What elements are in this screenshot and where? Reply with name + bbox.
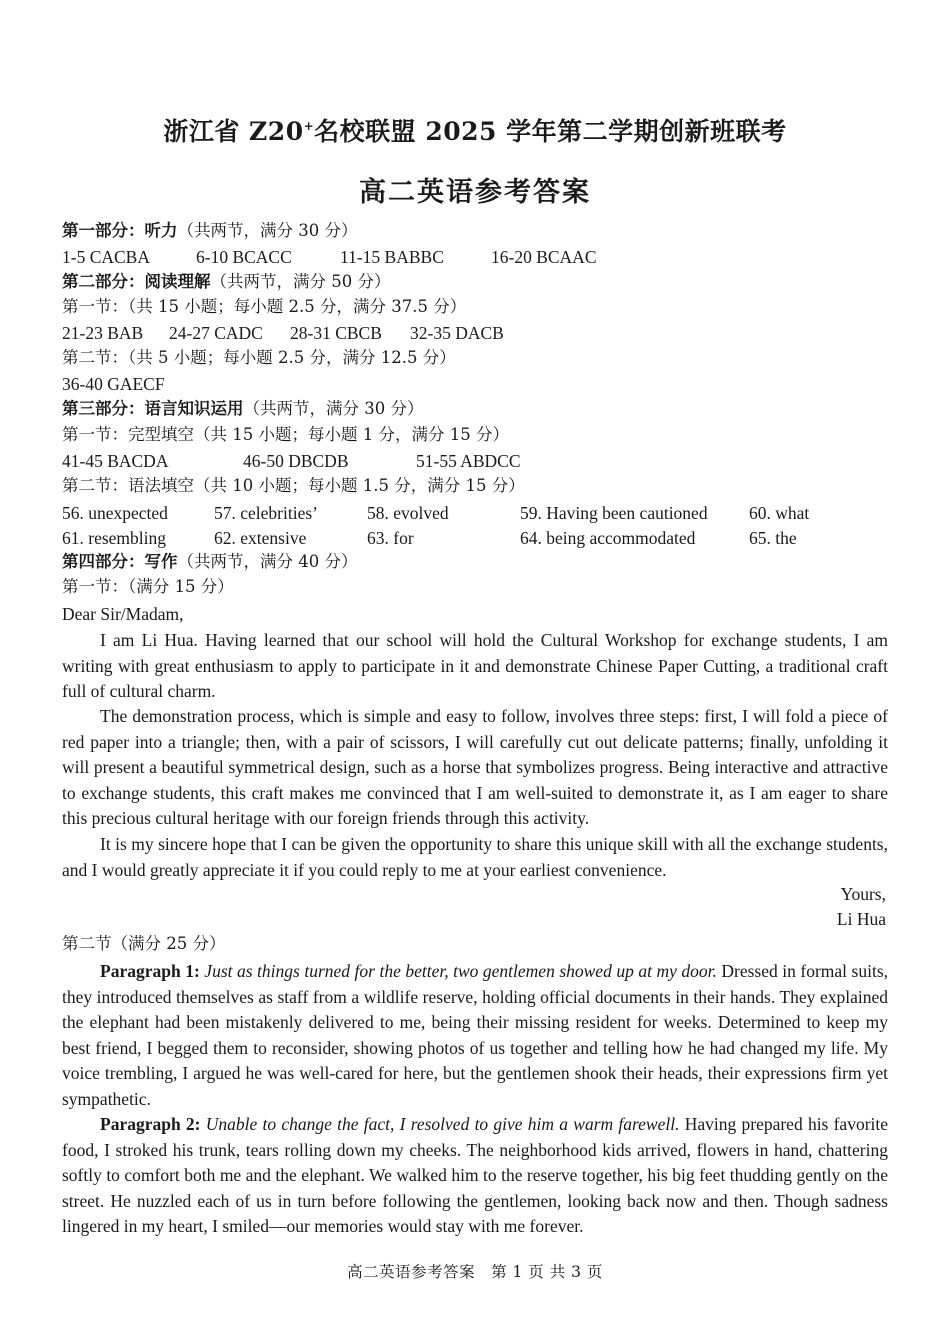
answer-group: 51-55 ABDCC (416, 451, 521, 471)
grammar-answer: 61. resembling (62, 528, 167, 548)
answer-group: 11-15 BABBC (340, 247, 444, 267)
answer-group: 28-31 CBCB (290, 323, 382, 343)
answer-group: 36-40 GAECF (62, 374, 165, 394)
part4-sec2-heading: 第二节（满分 25 分） (62, 934, 226, 953)
answer-group: 1-5 CACBA (62, 247, 150, 267)
paragraph-label: Paragraph 1: (100, 961, 200, 981)
part1-heading-rest: （共两节，满分 30 分） (177, 221, 358, 240)
part3-heading-bold: 第三部分：语言知识运用 (62, 399, 244, 418)
part1-heading-bold: 第一部分：听力 (62, 221, 178, 240)
letter-paragraph: I am Li Hua. Having learned that our school will hold the Cultural Workshop for exchange students, I am writing with great enthusiasm to apply to participate in it and demonstrate Chinese Paper Cutting, a traditional craft full of cultural charm. (62, 630, 888, 701)
exam-title-main: 浙江省 Z20 (163, 117, 304, 146)
part1-heading (62, 220, 358, 242)
part4-heading-rest: （共两节，满分 40 分） (177, 552, 358, 571)
grammar-answer: 62. extensive (214, 528, 307, 548)
grammar-answer: 58. evolved (367, 503, 449, 523)
answer-group: 21-23 BAB (62, 323, 144, 343)
grammar-answer: 63. for (367, 528, 414, 548)
letter-paragraph: It is my sincere hope that I can be given the opportunity to share this unique skill with all the exchange students, and I would greatly appreciate it if you could reply to me at your earliest convenience. (62, 834, 888, 880)
grammar-answer: 65. the (749, 528, 797, 548)
story-paragraph-2 (62, 1112, 888, 1240)
letter-salutation: Dear Sir/Madam, (62, 604, 184, 624)
part2-sec2-heading: 第二节：（共 5 小题；每小题 2.5 分，满分 12.5 分） (62, 348, 456, 367)
paragraph-first-sentence: Just as things turned for the better, two gentlemen showed up at my door. (204, 961, 717, 981)
part4-heading-bold: 第四部分：写作 (62, 552, 178, 571)
answer-group: 6-10 BCACC (196, 247, 292, 267)
page-title: 高二英语参考答案 (359, 177, 591, 208)
part3-heading (62, 398, 424, 420)
paragraph-first-sentence: Unable to change the fact, I resolved to give him a warm farewell. (205, 1114, 680, 1134)
letter-paragraph: The demonstration process, which is simple and easy to follow, involves three steps: first, I will fold a piece of red paper into a triangle; then, with a pair of scissors, I will carefully cut out delicate patterns; finally, unfolding it will present a beautiful symmetrical design, such as a horse that symbolizes progress. Being interactive and attractive to exchange students, this craft makes me convinced that I am well-suited to demonstrate it, as I am eager to share this precious cultural heritage with our foreign friends through this activity. (62, 706, 888, 828)
grammar-answer: 59. Having been cautioned (520, 503, 708, 523)
grammar-answer: 64. being accommodated (520, 528, 696, 548)
paragraph-body: Having prepared his favorite food, I stroked his trunk, tears rolling down my cheeks. The neighborhood kids arrived, flowers in hand, chattering softly to comfort both me and the elephant. We walked him to the reserve together, his big feet thudding gently on the street. He nuzzled each of us in turn before following the gentlemen, looking back now and then. Though sadness lingered in my heart, I smiled—our memories would stay with me forever. (62, 1114, 889, 1236)
answer-group: 46-50 DBCDB (243, 451, 349, 471)
paragraph-body: Dressed in formal suits, they introduced themselves as staff from a wildlife reserve, holding official documents in their hands. They explained the elephant had been mistakenly delivered to me, being their missing resident for weeks. Determined to keep my best friend, I begged them to reconsider, showing photos of us together and telling how he had changed my life. My voice trembling, I argued he was well-cared for here, but the gentlemen shook their heads, their expressions firm yet sympathetic. (62, 961, 889, 1109)
part2-heading-bold: 第二部分：阅读理解 (62, 272, 211, 291)
exam-title-rest: 名校联盟 2025 学年第二学期创新班联考 (314, 117, 787, 146)
part3-sec2-heading: 第二节：语法填空（共 10 小题；每小题 1.5 分，满分 15 分） (62, 476, 525, 495)
grammar-answer: 56. unexpected (62, 503, 168, 523)
part2-sec1-heading: 第一节：（共 15 小题；每小题 2.5 分，满分 37.5 分） (62, 297, 467, 316)
exam-title-sup: + (303, 119, 315, 133)
part2-heading (62, 271, 391, 293)
exam-title (0, 112, 950, 148)
letter-signature: Li Hua (836, 909, 886, 929)
page-footer: 高二英语参考答案 第 1 页 共 3 页 (347, 1263, 603, 1281)
answer-group: 32-35 DACB (410, 323, 504, 343)
part3-sec1-heading: 第一节：完型填空（共 15 小题；每小题 1 分，满分 15 分） (62, 425, 509, 444)
letter-closing: Yours, (840, 884, 886, 904)
part4-heading (62, 551, 358, 573)
answer-group: 16-20 BCAAC (491, 247, 597, 267)
grammar-answer: 60. what (749, 503, 810, 523)
grammar-answer: 57. celebrities’ (214, 503, 318, 523)
part3-heading-rest: （共两节，满分 30 分） (243, 399, 424, 418)
story-paragraph-1 (62, 959, 888, 1112)
part4-sec1-heading: 第一节：（满分 15 分） (62, 577, 234, 596)
answer-group: 41-45 BACDA (62, 451, 169, 471)
paragraph-label: Paragraph 2: (100, 1114, 201, 1134)
answer-group: 24-27 CADC (169, 323, 263, 343)
part2-heading-rest: （共两节，满分 50 分） (210, 272, 391, 291)
